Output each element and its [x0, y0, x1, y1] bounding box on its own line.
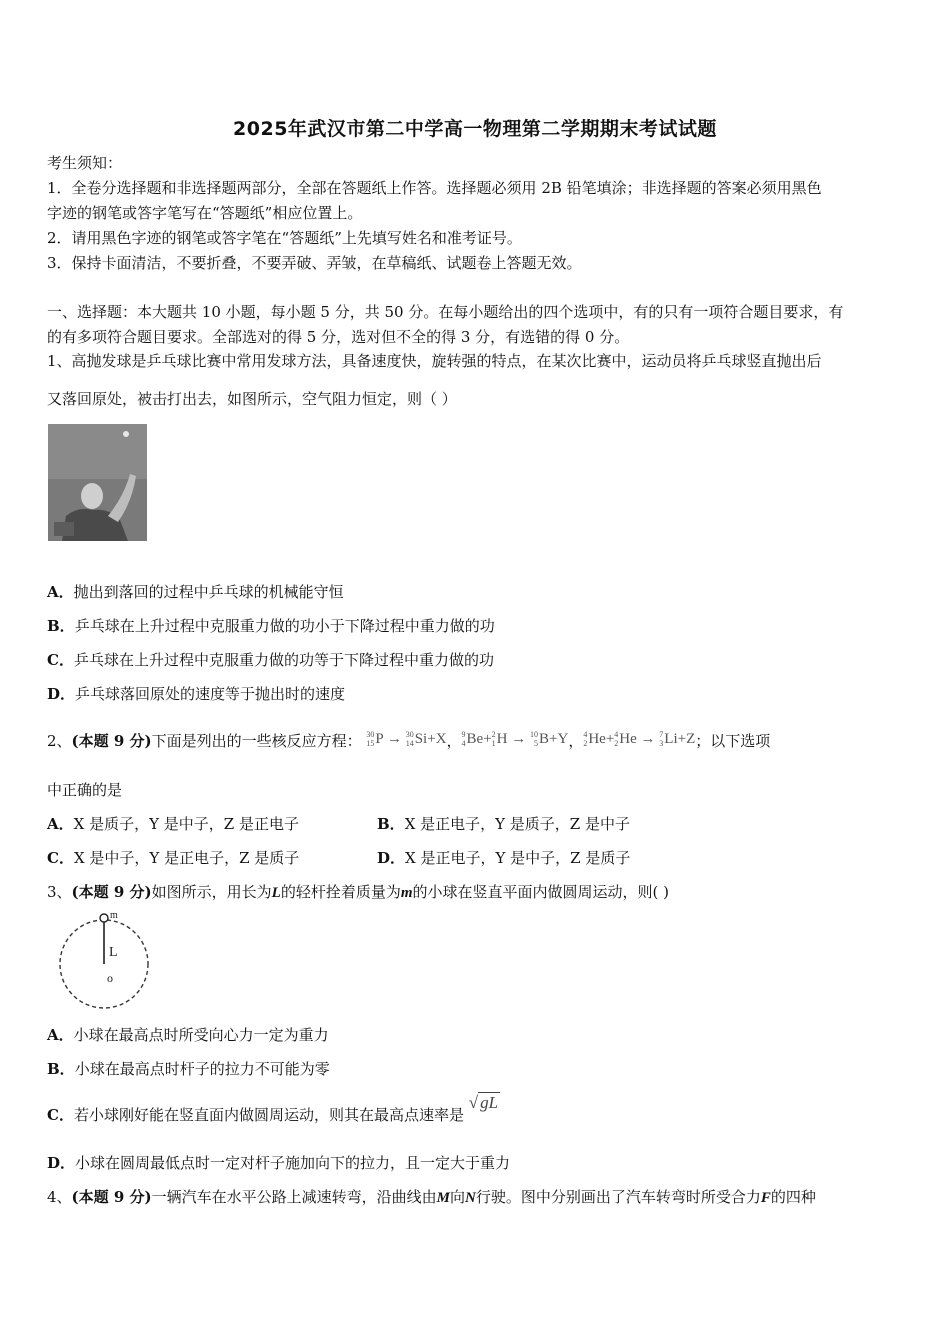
q2-option-a: A．X 是质子，Y 是中子，Z 是正电子 — [47, 815, 299, 833]
q1-option-d: D．乒乓球落回原处的速度等于抛出时的速度 — [47, 685, 346, 703]
page-title: 2025年武汉市第二中学高一物理第二学期期末考试试题 — [233, 118, 717, 140]
q3-stem: 3、(本题 9 分)如图所示，用长为L的轻杆拴着质量为m的小球在竖直平面内做圆周运动，则( ) — [47, 883, 669, 901]
q4-stem: 4、(本题 9 分)一辆汽车在水平公路上减速转弯，沿曲线由M向N行驶。图中分别画出了汽车转弯时所受合力F的四种 — [47, 1188, 816, 1206]
nuclear-equation-2: 9 4 Be+ 2 1 H → 10 5 B+Y — [461, 730, 569, 748]
q2-option-b: B．X 是正电子，Y 是质子，Z 是中子 — [377, 815, 630, 833]
nuclear-equation-3: 4 2 He+ 4 2 He → 7 3 Li+Z — [583, 730, 696, 748]
table-tennis-photo — [48, 424, 147, 541]
q3-option-b: B．小球在最高点时杆子的拉力不可能为零 — [47, 1060, 330, 1078]
q3-option-d: D．小球在圆周最低点时一定对杆子施加向下的拉力，且一定大于重力 — [47, 1154, 511, 1172]
label-L: L — [109, 945, 118, 960]
q2-option-c: C．X 是中子，Y 是正电子，Z 是质子 — [47, 849, 300, 867]
notice-line-1a: 1．全卷分选择题和非选择题两部分，全部在答题纸上作答。选择题必须用 2B 铅笔填涂；非选择题的答案必须用黑色 — [47, 179, 822, 197]
q2-stem-line-1: 2、(本题 9 分)下面是列出的一些核反应方程： 30 15 P → 30 14 Si+X ， 9 4 Be+ 2 1 H → 10 5 B+Y ， 4 2 He+ 4 2 He → 7 3 Li+Z ；以下选项 — [47, 731, 770, 751]
nuclear-equation-1: 30 15 P → 30 14 Si+X — [366, 730, 447, 748]
circular-motion-diagram — [52, 908, 156, 1012]
q1-option-c: C．乒乓球在上升过程中克服重力做的功等于下降过程中重力做的功 — [47, 651, 494, 669]
q1-option-b: B．乒乓球在上升过程中克服重力做的功小于下降过程中重力做的功 — [47, 617, 495, 635]
q1-stem-line-2: 又落回原处，被击打出去，如图所示，空气阻力恒定，则（ ） — [47, 390, 457, 408]
label-m: m — [110, 910, 118, 921]
notice-line-3: 3．保持卡面清洁，不要折叠，不要弄破、弄皱，在草稿纸、试题卷上答题无效。 — [47, 254, 582, 272]
label-o: o — [107, 971, 113, 985]
q3-option-a: A．小球在最高点时所受向心力一定为重力 — [47, 1026, 329, 1044]
ball-marker — [100, 914, 108, 922]
sqrt-expression: √ gL — [468, 1093, 499, 1112]
q1-option-a: A．抛出到落回的过程中乒乓球的机械能守恒 — [47, 583, 344, 601]
section-heading-line-2: 的有多项符合题目要求。全部选对的得 5 分，选对但不全的得 3 分，有选错的得 0 分。 — [47, 328, 630, 346]
q1-stem-line-1: 1、高抛发球是乒乓球比赛中常用发球方法，具备速度快，旋转强的特点，在某次比赛中，运动员将乒乓球竖直抛出后 — [47, 352, 822, 370]
notice-line-2: 2．请用黑色字迹的钢笔或答字笔在“答题纸”上先填写姓名和准考证号。 — [47, 229, 522, 247]
table-tennis-photo-drawing — [48, 424, 147, 541]
q2-option-d: D．X 是正电子，Y 是中子，Z 是质子 — [377, 849, 631, 867]
q3-option-c: C．若小球刚好能在竖直面内做圆周运动，则其在最高点速率是 √ gL — [47, 1093, 499, 1124]
section-heading-line-1: 一、选择题：本大题共 10 小题，每小题 5 分，共 50 分。在每小题给出的四个选项中，有的只有一项符合题目要求，有 — [47, 303, 844, 321]
q2-stem-line-2: 中正确的是 — [47, 781, 123, 799]
notice-heading: 考生须知： — [47, 154, 123, 172]
notice-line-1b: 字迹的钢笔或答字笔写在“答题纸”相应位置上。 — [47, 204, 363, 222]
